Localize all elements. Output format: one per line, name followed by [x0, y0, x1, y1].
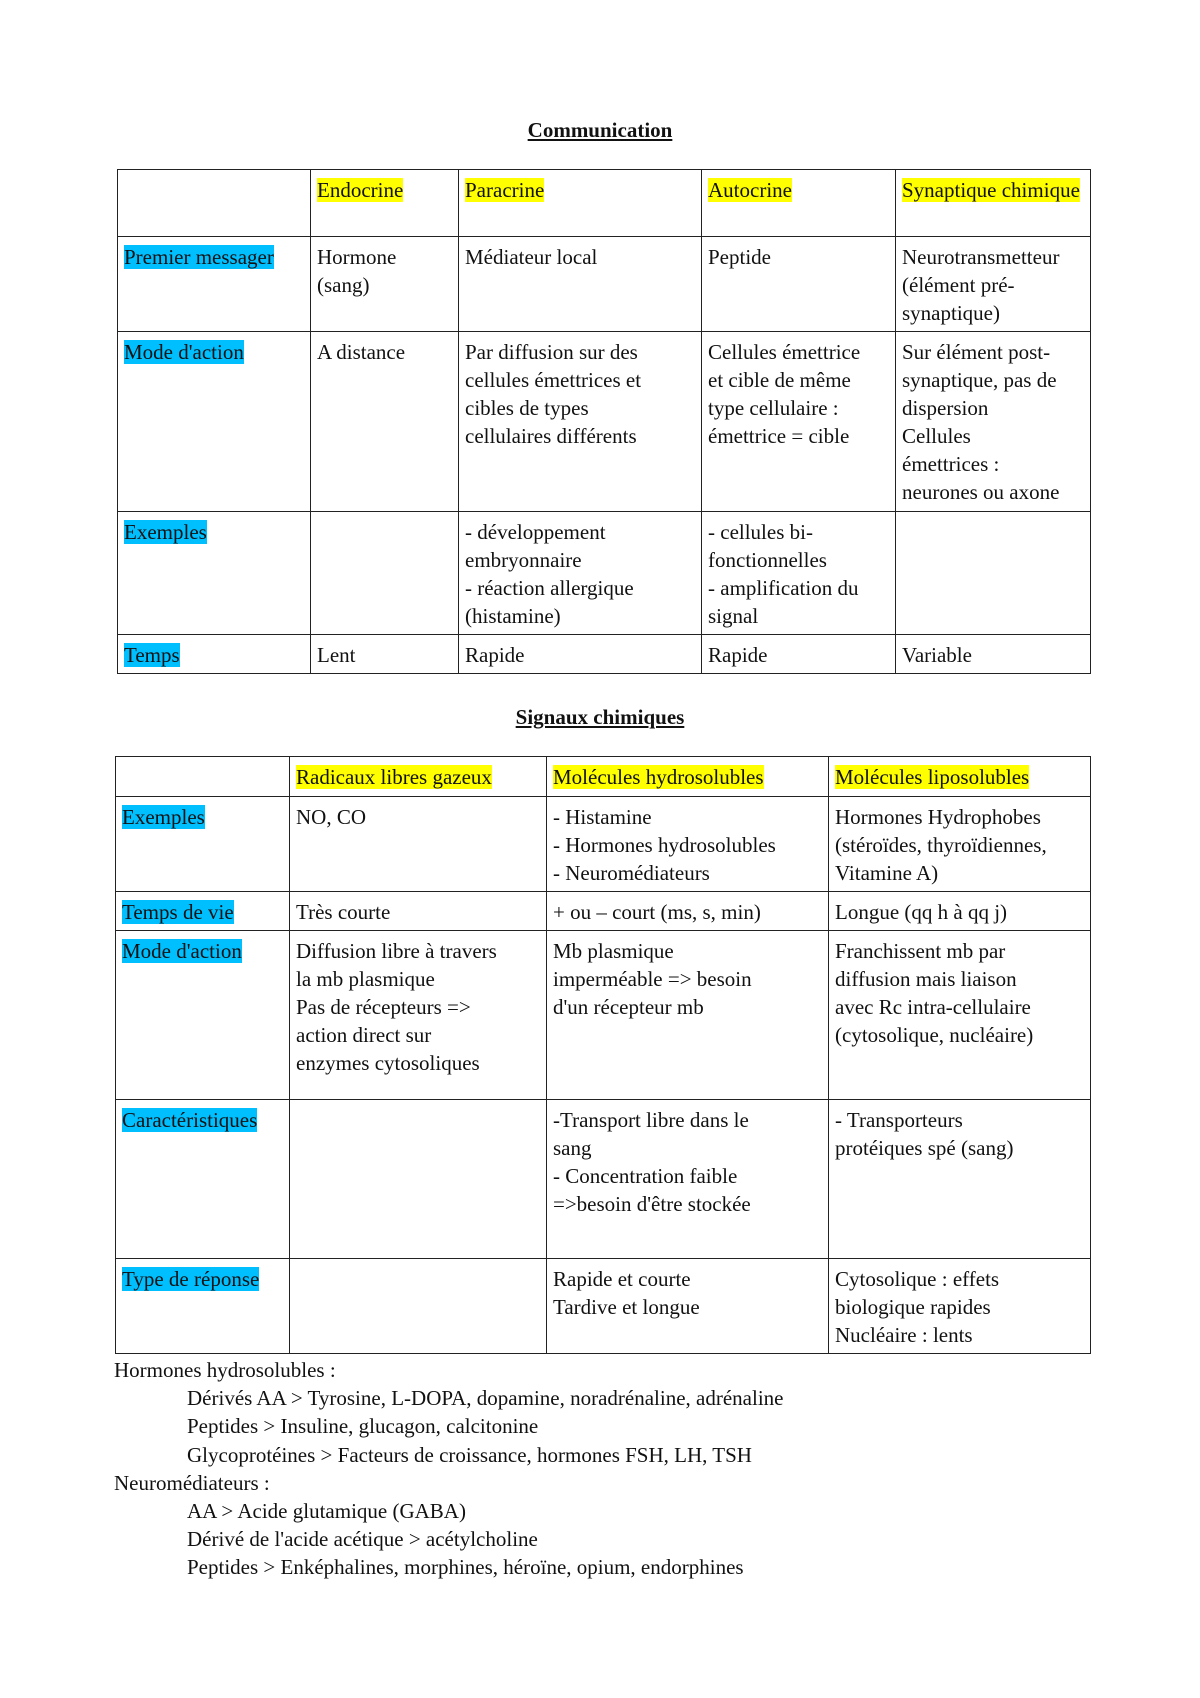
row-header-label: Premier messager	[124, 245, 274, 269]
row-header-label: Temps	[124, 643, 180, 667]
list-item: Glycoprotéines > Facteurs de croissance, hormones FSH, LH, TSH	[187, 1442, 752, 1467]
row-header	[116, 797, 290, 892]
list-item: AA > Acide glutamique (GABA)	[187, 1499, 466, 1524]
table-row	[116, 931, 1091, 1100]
column-header	[311, 170, 459, 237]
row-header	[118, 332, 311, 512]
notes-section	[114, 1356, 1114, 1582]
table-cell: A distance	[311, 332, 459, 512]
table-cell: Sur élément post- synaptique, pas de dispersion Cellules émettrices : neurones ou axone	[896, 332, 1091, 512]
row-header	[116, 931, 290, 1100]
table-cell-corner	[116, 757, 290, 797]
column-header	[459, 170, 702, 237]
table-cell: Très courte	[290, 892, 547, 931]
column-header-label: Molécules hydrosolubles	[553, 765, 764, 789]
column-header	[547, 757, 829, 797]
column-header	[702, 170, 896, 237]
column-header	[290, 757, 547, 797]
row-header	[116, 1100, 290, 1259]
table-row	[116, 892, 1091, 931]
row-header	[118, 512, 311, 635]
communication-table	[117, 169, 1091, 674]
table-cell: Par diffusion sur des cellules émettrices et cibles de types cellulaires différents	[459, 332, 702, 512]
table-row	[116, 1100, 1091, 1259]
table-cell	[896, 512, 1091, 635]
signaux-title: Signaux chimiques	[515, 705, 685, 729]
table-cell: + ou – court (ms, s, min)	[547, 892, 829, 931]
hormones-heading: Hormones hydrosolubles :	[114, 1358, 336, 1382]
table-cell: Franchissent mb par diffusion mais liaison avec Rc intra-cellulaire (cytosolique, nucléaire)	[829, 931, 1091, 1100]
table-row	[118, 237, 1091, 332]
row-header-label: Exemples	[122, 805, 205, 829]
table-cell	[290, 1259, 547, 1354]
table-cell: Longue (qq h à qq j)	[829, 892, 1091, 931]
table-cell: Rapide	[702, 635, 896, 674]
table-row	[116, 1259, 1091, 1354]
table-cell: Cytosolique : effets biologique rapides Nucléaire : lents	[829, 1259, 1091, 1354]
row-header	[118, 237, 311, 332]
table-row	[116, 797, 1091, 892]
column-header	[829, 757, 1091, 797]
list-item: Dérivés AA > Tyrosine, L-DOPA, dopamine, noradrénaline, adrénaline	[187, 1386, 784, 1411]
table-cell: Rapide et courte Tardive et longue	[547, 1259, 829, 1354]
table-cell: NO, CO	[290, 797, 547, 892]
table-cell: - Histamine - Hormones hydrosolubles - Neuromédiateurs	[547, 797, 829, 892]
column-header-label: Endocrine	[317, 178, 404, 202]
table-row	[118, 332, 1091, 512]
table-cell: Médiateur local	[459, 237, 702, 332]
table-cell: Neurotransmetteur (élément pré- synaptique)	[896, 237, 1091, 332]
table-cell: Hormones Hydrophobes (stéroïdes, thyroïdiennes, Vitamine A)	[829, 797, 1091, 892]
table-row	[116, 757, 1091, 797]
row-header	[118, 635, 311, 674]
row-header-label: Caractéristiques	[122, 1108, 258, 1132]
table-cell	[290, 1100, 547, 1259]
table-cell: - Transporteurs protéiques spé (sang)	[829, 1100, 1091, 1259]
table-cell: Mb plasmique imperméable => besoin d'un récepteur mb	[547, 931, 829, 1100]
list-item: Peptides > Enképhalines, morphines, héroïne, opium, endorphines	[187, 1555, 744, 1580]
neuromediateurs-heading: Neuromédiateurs :	[114, 1470, 270, 1495]
table-cell: - cellules bi- fonctionnelles - amplification du signal	[702, 512, 896, 635]
row-header-label: Temps de vie	[122, 900, 234, 924]
table-cell: Cellules émettrice et cible de même type cellulaire : émettrice = cible	[702, 332, 896, 512]
column-header-label: Radicaux libres gazeux	[296, 765, 492, 789]
table-cell: - développement embryonnaire - réaction allergique (histamine)	[459, 512, 702, 635]
table-cell: Peptide	[702, 237, 896, 332]
row-header	[116, 1259, 290, 1354]
table-cell	[311, 512, 459, 635]
table-cell: -Transport libre dans le sang - Concentration faible =>besoin d'être stockée	[547, 1100, 829, 1259]
column-header-label: Synaptique chimique	[902, 178, 1080, 202]
list-item: Peptides > Insuline, glucagon, calcitonine	[187, 1414, 539, 1439]
row-header-label: Type de réponse	[122, 1267, 260, 1291]
table-cell: Hormone (sang)	[311, 237, 459, 332]
table-row	[118, 635, 1091, 674]
table-cell: Variable	[896, 635, 1091, 674]
table-row	[118, 512, 1091, 635]
signaux-table	[115, 756, 1091, 1354]
row-header-label: Mode d'action	[122, 939, 242, 963]
column-header-label: Autocrine	[708, 178, 792, 202]
table-cell: Rapide	[459, 635, 702, 674]
list-item: Dérivé de l'acide acétique > acétylcholine	[187, 1527, 538, 1552]
column-header	[896, 170, 1091, 237]
table-cell-corner	[118, 170, 311, 237]
table-row	[118, 170, 1091, 237]
communication-title: Communication	[527, 118, 673, 142]
table-cell: Diffusion libre à travers la mb plasmique Pas de récepteurs => action direct sur enzymes cytosoliques	[290, 931, 547, 1100]
row-header-label: Exemples	[124, 520, 207, 544]
column-header-label: Paracrine	[465, 178, 545, 202]
row-header	[116, 892, 290, 931]
table-cell: Lent	[311, 635, 459, 674]
row-header-label: Mode d'action	[124, 340, 244, 364]
column-header-label: Molécules liposolubles	[835, 765, 1030, 789]
